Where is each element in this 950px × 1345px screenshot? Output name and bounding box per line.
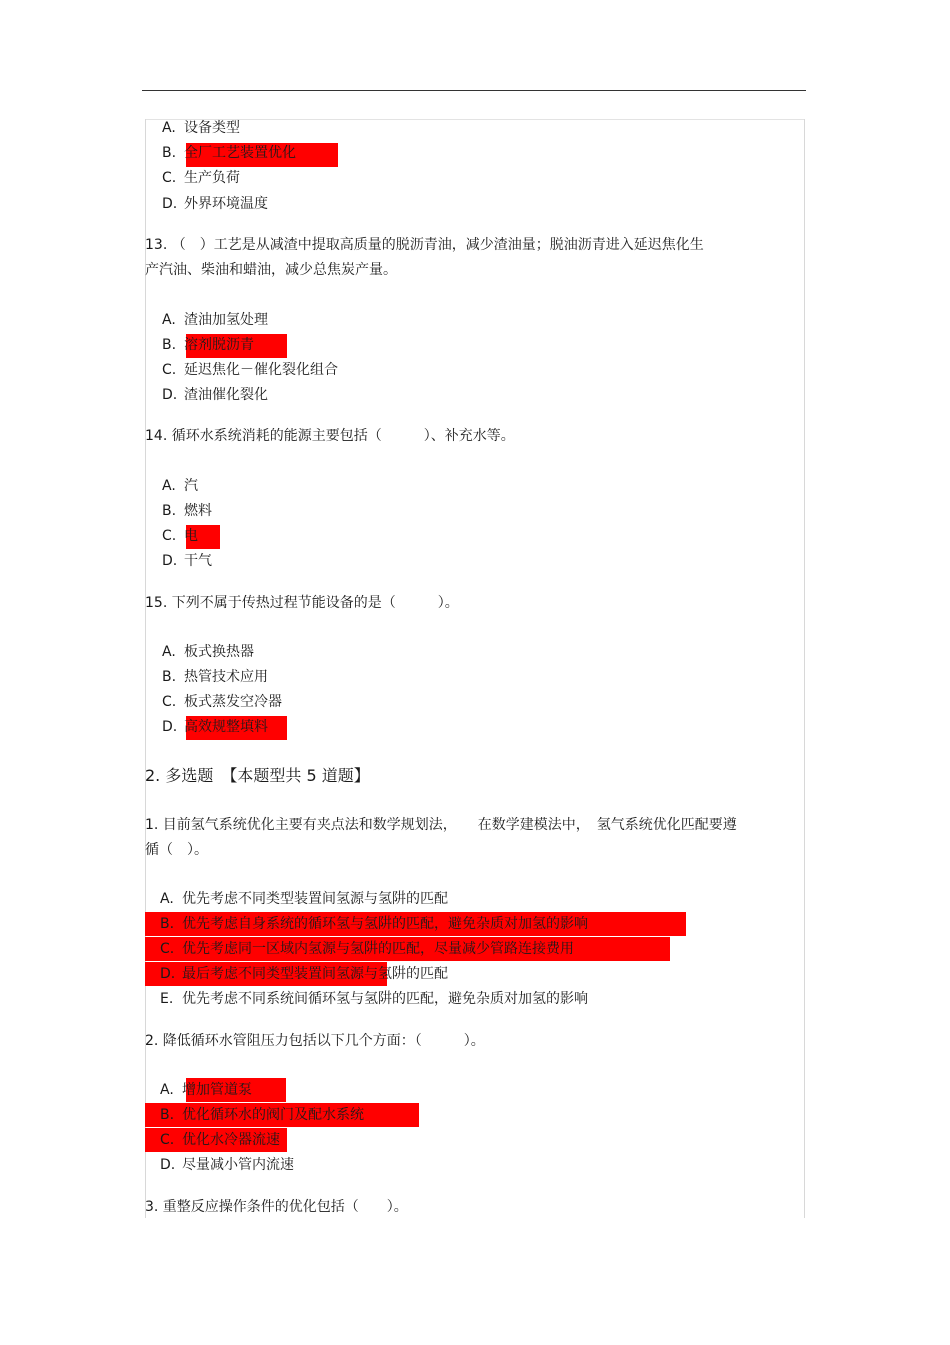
option-text: 设备类型 xyxy=(184,120,240,136)
option-b[interactable]: B. 优先考虑自身系统的循环氢与氢阱的匹配，避免杂质对加氢的影响 xyxy=(160,916,588,932)
option-a[interactable]: A. 渣油加氢处理 xyxy=(162,312,268,328)
header-rule xyxy=(142,90,806,91)
option-b[interactable]: B. 优化循环水的阀门及配水系统 xyxy=(160,1107,364,1123)
option-text: 外界环境温度 xyxy=(184,196,268,212)
option-a[interactable]: A. 设备类型 xyxy=(162,120,240,136)
multi-question-1-stem-cont: 循（ ）。 xyxy=(145,842,208,858)
option-a[interactable]: A. 汽 xyxy=(162,478,198,494)
option-b[interactable]: B. 全厂工艺装置优化 xyxy=(162,145,296,161)
option-c[interactable]: C. 优先考虑同一区域内氢源与氢阱的匹配，尽量减少管路连接费用 xyxy=(160,941,574,957)
option-e[interactable]: E. 优先考虑不同系统间循环氢与氢阱的匹配，避免杂质对加氢的影响 xyxy=(160,991,588,1007)
option-text: 燃料 xyxy=(184,503,212,519)
option-text: 优先考虑不同类型装置间氢源与氢阱的匹配 xyxy=(182,891,448,907)
option-text: 高效规整填料 xyxy=(184,719,268,735)
page-frame-top xyxy=(145,119,805,120)
option-c[interactable]: C. 板式蒸发空冷器 xyxy=(162,694,282,710)
section-title: 2. 多选题 【本题型共 5 道题】 xyxy=(145,766,370,785)
question-15-stem: 15. 下列不属于传热过程节能设备的是（ ）。 xyxy=(145,595,459,611)
option-b[interactable]: B. 溶剂脱沥青 xyxy=(162,337,254,353)
option-a[interactable]: A. 增加管道泵 xyxy=(160,1082,252,1098)
option-d[interactable]: D. 高效规整填料 xyxy=(162,719,268,735)
option-text: 板式换热器 xyxy=(184,644,254,660)
option-text: 渣油催化裂化 xyxy=(184,387,268,403)
option-d[interactable]: D. 渣油催化裂化 xyxy=(162,387,268,403)
option-text: 溶剂脱沥青 xyxy=(184,337,254,353)
page-frame-right xyxy=(804,119,805,1218)
option-text: 热管技术应用 xyxy=(184,669,268,685)
multi-question-1-stem: 1. 目前氢气系统优化主要有夹点法和数学规划法， 在数学建模法中， 氢气系统优化匹配要遵 xyxy=(145,817,737,833)
option-text: 生产负荷 xyxy=(184,170,240,186)
option-d[interactable]: D. 外界环境温度 xyxy=(162,196,268,212)
option-text: 干气 xyxy=(184,553,212,569)
option-text: 板式蒸发空冷器 xyxy=(184,694,282,710)
option-text: 优化水冷器流速 xyxy=(182,1132,280,1148)
option-text: 增加管道泵 xyxy=(182,1082,252,1098)
question-14-stem: 14. 循环水系统消耗的能源主要包括（ ）、补充水等。 xyxy=(145,428,515,444)
option-text: 尽量减小管内流速 xyxy=(182,1157,294,1173)
option-d[interactable]: D. 尽量减小管内流速 xyxy=(160,1157,294,1173)
question-13-stem-cont: 产汽油、柴油和蜡油，减少总焦炭产量。 xyxy=(145,262,397,278)
option-a[interactable]: A. 优先考虑不同类型装置间氢源与氢阱的匹配 xyxy=(160,891,448,907)
multi-question-3-stem: 3. 重整反应操作条件的优化包括（ ）。 xyxy=(145,1199,408,1215)
option-d[interactable]: D. 最后考虑不同类型装置间氢源与氢阱的匹配 xyxy=(160,966,448,982)
option-text: 优先考虑同一区域内氢源与氢阱的匹配，尽量减少管路连接费用 xyxy=(182,941,574,957)
option-text: 渣油加氢处理 xyxy=(184,312,268,328)
option-text: 全厂工艺装置优化 xyxy=(184,145,296,161)
multi-question-2-stem: 2. 降低循环水管阻压力包括以下几个方面：（ ）。 xyxy=(145,1033,485,1049)
option-c[interactable]: C. 延迟焦化－催化裂化组合 xyxy=(162,362,338,378)
option-text: 电 xyxy=(184,528,198,544)
option-a[interactable]: A. 板式换热器 xyxy=(162,644,254,660)
option-d[interactable]: D. 干气 xyxy=(162,553,212,569)
option-text: 优先考虑不同系统间循环氢与氢阱的匹配，避免杂质对加氢的影响 xyxy=(182,991,588,1007)
option-text: 优化循环水的阀门及配水系统 xyxy=(182,1107,364,1123)
option-b[interactable]: B. 热管技术应用 xyxy=(162,669,268,685)
question-13-stem: 13. （ ）工艺是从减渣中提取高质量的脱沥青油，减少渣油量；脱油沥青进入延迟焦化生 xyxy=(145,237,704,253)
option-b[interactable]: B. 燃料 xyxy=(162,503,212,519)
option-c[interactable]: C. 生产负荷 xyxy=(162,170,240,186)
option-c[interactable]: C. 优化水冷器流速 xyxy=(160,1132,280,1148)
option-text: 汽 xyxy=(184,478,198,494)
option-text: 延迟焦化－催化裂化组合 xyxy=(184,362,338,378)
option-c[interactable]: C. 电 xyxy=(162,528,198,544)
option-text: 最后考虑不同类型装置间氢源与氢阱的匹配 xyxy=(182,966,448,982)
option-text: 优先考虑自身系统的循环氢与氢阱的匹配，避免杂质对加氢的影响 xyxy=(182,916,588,932)
